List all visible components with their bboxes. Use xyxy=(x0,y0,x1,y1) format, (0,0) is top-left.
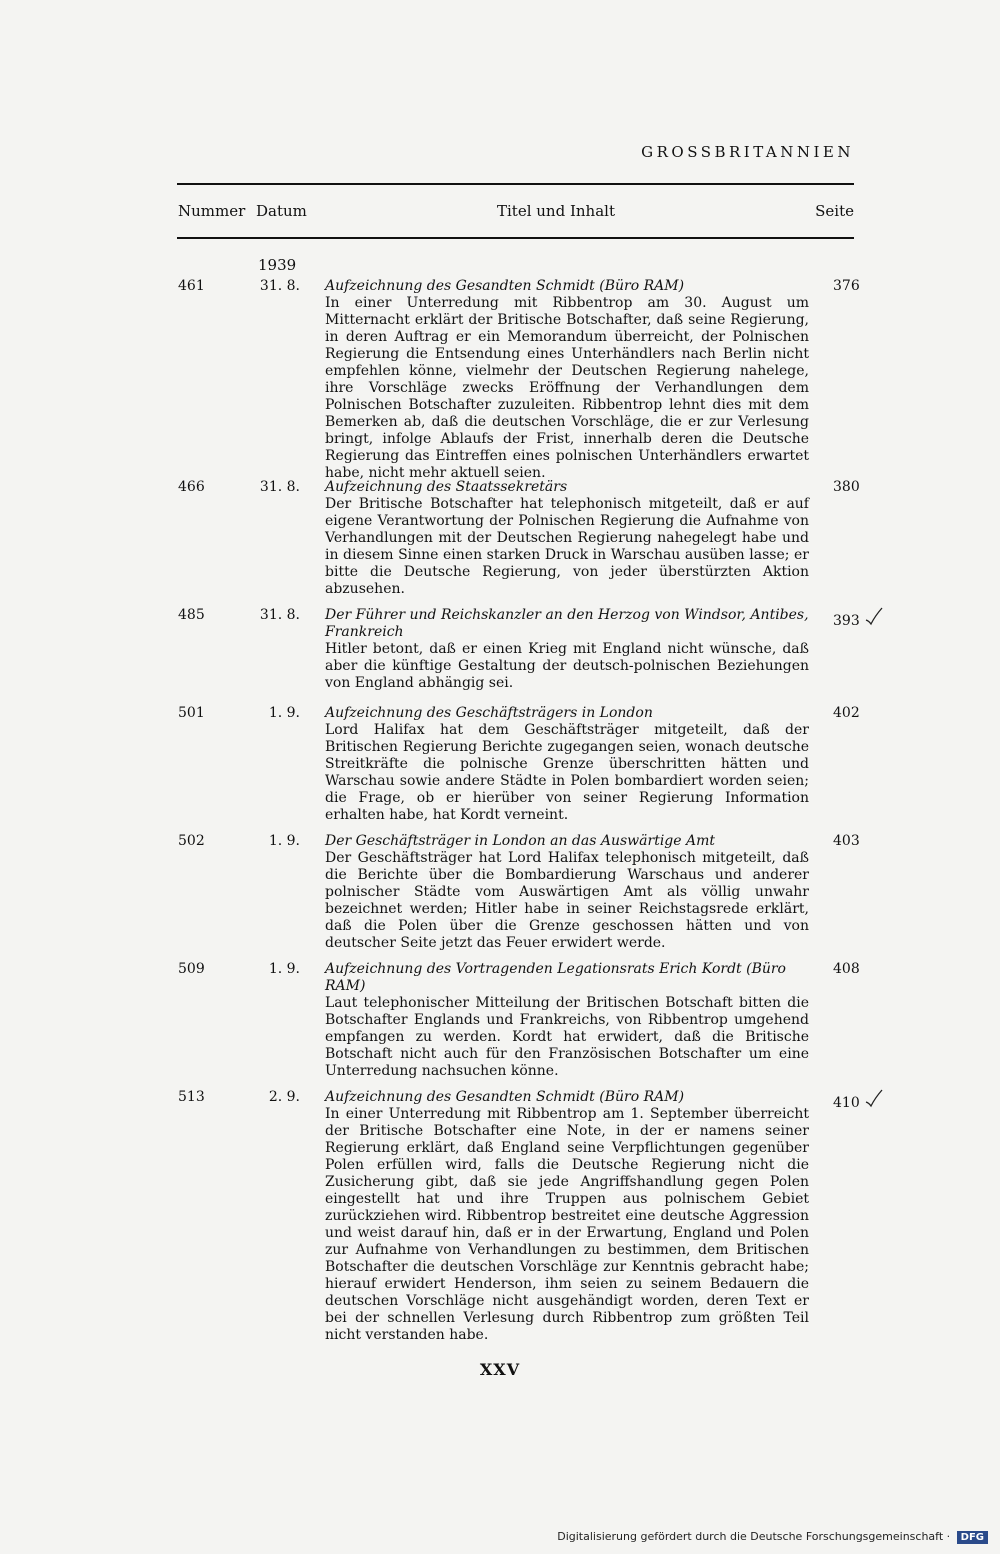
entry-body xyxy=(325,607,809,692)
digitization-footer xyxy=(557,1530,988,1544)
footer-text: Digitalisierung gefördert durch die Deutsche Forschungsgemeinschaft · xyxy=(557,1530,951,1543)
entry-body xyxy=(325,278,809,482)
entry-number: 501 xyxy=(178,705,205,721)
checkmark-icon xyxy=(864,1089,884,1109)
entry-text: Lord Halifax hat dem Geschäftsträger mitgeteilt, daß der Britischen Regierung Berichte zugegangen seien, wonach deutsche Streitkräfte die polnische Grenze überschritten hätten und Warschau sowie andere Städte in Polen bombardiert worden seien; die Frage, ob er hierüber von seiner Regierung Information erhalten habe, hat Kordt verneint. xyxy=(325,722,809,823)
entry-date: 31. 8. xyxy=(259,278,300,294)
entry-page: 402 xyxy=(833,705,860,721)
entry-page: 376 xyxy=(833,278,860,294)
entry-date: 31. 8. xyxy=(259,479,300,495)
entry-text: Hitler betont, daß er einen Krieg mit England nicht wünsche, daß aber die künftige Gestaltung der deutsch-polnischen Beziehungen von England abhängig sei. xyxy=(325,641,809,691)
entry-body xyxy=(325,705,809,824)
entry-page-number: 410 xyxy=(833,1095,860,1111)
entry-body xyxy=(325,961,809,1080)
entry-date: 1. 9. xyxy=(268,705,300,721)
entry-page-number: 393 xyxy=(833,613,860,629)
entry-page xyxy=(833,607,884,629)
entry-date: 1. 9. xyxy=(268,833,300,849)
header-rule-bottom xyxy=(177,237,854,239)
entry-number: 461 xyxy=(178,278,205,294)
dfg-logo: DFG xyxy=(957,1531,988,1544)
column-header-nummer: Nummer xyxy=(178,202,246,220)
entry-title: Aufzeichnung des Gesandten Schmidt (Büro RAM) xyxy=(325,1089,685,1105)
entry-title: Aufzeichnung des Staatssekretärs xyxy=(325,479,568,495)
checkmark-icon xyxy=(864,607,884,627)
entry-title: Aufzeichnung des Geschäftsträgers in London xyxy=(325,705,653,721)
entry-number: 509 xyxy=(178,961,205,977)
running-head: GROSSBRITANNIEN xyxy=(641,143,854,161)
entry-text: Laut telephonischer Mitteilung der Britischen Botschaft bitten die Botschafter Englands und Frankreichs, von Ribbentrop umgehend empfangen zu werden. Kordt hat erwidert, daß die Britische Botschaft nicht auch für den Französischen Botschafter um eine Unterredung nachsuchen könne. xyxy=(325,995,809,1079)
entry-text: Der Britische Botschafter hat telephonisch mitgeteilt, daß er auf eigene Verantwortung der Polnischen Regierung die Aufnahme von Verhandlungen mit der Deutschen Regierung nahegelegt habe und in diesem Sinne einen starken Druck in Warschau ausüben lasse; er bitte die Deutsche Regierung, von jeder überstürzten Aktion abzusehen. xyxy=(325,496,809,597)
entry-title: Aufzeichnung des Vortragenden Legationsrats Erich Kordt (Büro RAM) xyxy=(325,961,786,994)
entry-title: Der Führer und Reichskanzler an den Herzog von Windsor, Antibes, Frankreich xyxy=(325,607,809,640)
entry-number: 466 xyxy=(178,479,205,495)
year-label: 1939 xyxy=(258,256,297,274)
entry-page: 380 xyxy=(833,479,860,495)
entry-body xyxy=(325,1089,809,1344)
entry-text: In einer Unterredung mit Ribbentrop am 1. September überreicht der Britische Botschafter eine Note, in der er namens seiner Regierung erklärt, daß England seine Verpflichtungen gegenüber Polen erfüllen wird, falls die Deutsche Regierung nicht die Zusicherung gibt, daß sie jede Angriffshandlung gegen Polen eingestellt hat und ihre Truppen aus polnischem Gebiet zurückziehen wird. Ribbentrop bestreitet eine deutsche Aggression und weist darauf hin, daß er in der Erwartung, England und Polen zur Aufnahme von Verhandlungen zu bestimmen, dem Britischen Botschafter die deutschen Vorschläge zur Kenntnis gebracht habe; hierauf erwidert Henderson, ihm seien zu seinem Bedauern die deutschen Vorschläge nicht ausgehändigt worden, deren Text er bei der schnellen Verlesung durch Ribbentrop zum größten Teil nicht verstanden habe. xyxy=(325,1106,809,1343)
entry-body xyxy=(325,833,809,952)
entry-title: Aufzeichnung des Gesandten Schmidt (Büro RAM) xyxy=(325,278,685,294)
column-header-seite: Seite xyxy=(815,202,854,220)
entry-date: 2. 9. xyxy=(268,1089,300,1105)
entry-title: Der Geschäftsträger in London an das Auswärtige Amt xyxy=(325,833,716,849)
page-folio: XXV xyxy=(479,1360,521,1379)
entry-number: 502 xyxy=(178,833,205,849)
entry-body xyxy=(325,479,809,598)
entry-page: 408 xyxy=(833,961,860,977)
column-header-datum: Datum xyxy=(256,202,307,220)
column-header-titel: Titel und Inhalt xyxy=(497,202,615,220)
entry-date: 1. 9. xyxy=(268,961,300,977)
entry-number: 485 xyxy=(178,607,205,623)
entry-date: 31. 8. xyxy=(259,607,300,623)
entry-text: Der Geschäftsträger hat Lord Halifax telephonisch mitgeteilt, daß die Berichte über die Bombardierung Warschaus und anderer polnischer Städte vom Auswärtigen Amt als völlig unwahr bezeichnet werden; Hitler habe in seiner Reichstagsrede erklärt, daß die Polen über die Grenze geschossen hätten und von deutscher Seite jetzt das Feuer erwidert werde. xyxy=(325,850,809,951)
header-rule-top xyxy=(177,183,854,185)
entry-text: In einer Unterredung mit Ribbentrop am 30. August um Mitternacht erklärt der Britische Botschafter, daß seine Regierung, in deren Auftrag er ein Memorandum überreicht, der Polnischen Regierung die Entsendung eines Unterhändlers nach Berlin nicht empfehlen könne, vielmehr der Deutschen Regierung nahelege, ihre Vorschläge zwecks Eröffnung der Verhandlungen dem Polnischen Botschafter zuzuleiten. Ribbentrop lehnt dies mit dem Bemerken ab, daß die deutschen Vorschläge, die er zur Verlesung bringt, infolge Ablaufs der Frist, innerhalb deren die Deutsche Regierung das Eintreffen eines polnischen Unterhändlers erwartet habe, nicht mehr aktuell seien. xyxy=(325,295,809,481)
entry-number: 513 xyxy=(178,1089,205,1105)
entry-page: 403 xyxy=(833,833,860,849)
entry-page xyxy=(833,1089,884,1111)
